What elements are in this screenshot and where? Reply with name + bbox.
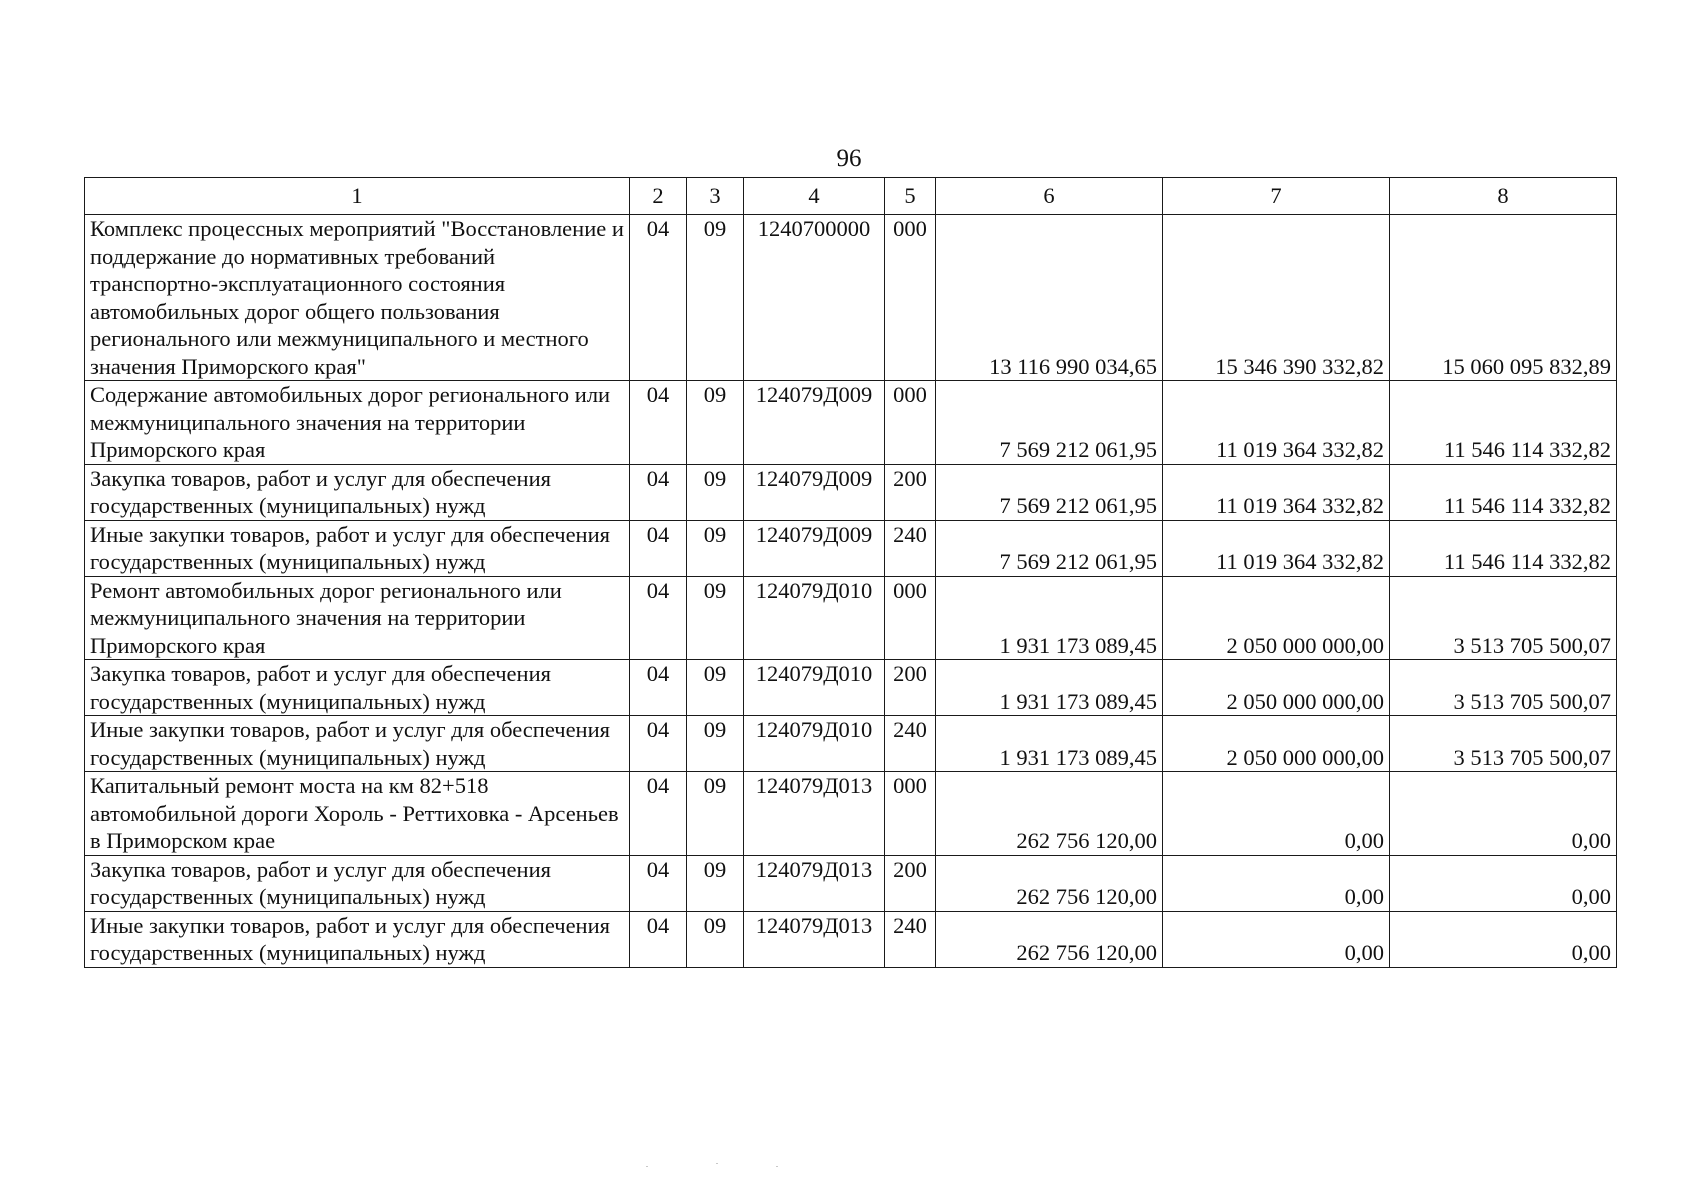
target-article-code: 124079Д010 — [744, 716, 885, 772]
section-code: 04 — [630, 660, 687, 716]
item-name: Комплекс процессных мероприятий "Восстановление и поддержание до нормативных требований транспортно-эксплуатационного состояния автомобильных дорог общего пользования регионального или межмуниципального и местного значения Приморского края" — [85, 215, 630, 381]
subsection-code: 09 — [687, 911, 744, 967]
column-header: 6 — [936, 178, 1163, 215]
amount-column-8: 11 546 114 332,82 — [1390, 464, 1617, 520]
subsection-code: 09 — [687, 215, 744, 381]
item-name: Капитальный ремонт моста на км 82+518 автомобильной дороги Хороль - Реттиховка - Арсеньев в Приморском крае — [85, 772, 630, 856]
scan-speck — [776, 1166, 778, 1167]
item-name: Ремонт автомобильных дорог регионального или межмуниципального значения на территории Приморского края — [85, 576, 630, 660]
amount-column-8: 11 546 114 332,82 — [1390, 520, 1617, 576]
table-row — [85, 911, 1617, 967]
section-code: 04 — [630, 772, 687, 856]
amount-column-6: 13 116 990 034,65 — [936, 215, 1163, 381]
budget-table — [84, 177, 1617, 968]
target-article-code: 1240700000 — [744, 215, 885, 381]
item-name: Содержание автомобильных дорог регионального или межмуниципального значения на территории Приморского края — [85, 381, 630, 465]
subsection-code: 09 — [687, 855, 744, 911]
amount-column-6: 1 931 173 089,45 — [936, 660, 1163, 716]
section-code: 04 — [630, 215, 687, 381]
subsection-code: 09 — [687, 464, 744, 520]
column-header: 4 — [744, 178, 885, 215]
column-header: 7 — [1163, 178, 1390, 215]
expense-type-code: 000 — [885, 215, 936, 381]
column-number-row — [85, 178, 1617, 215]
item-name: Закупка товаров, работ и услуг для обеспечения государственных (муниципальных) нужд — [85, 464, 630, 520]
subsection-code: 09 — [687, 772, 744, 856]
expense-type-code: 200 — [885, 855, 936, 911]
column-header: 5 — [885, 178, 936, 215]
table-row — [85, 660, 1617, 716]
amount-column-6: 262 756 120,00 — [936, 855, 1163, 911]
target-article-code: 124079Д013 — [744, 772, 885, 856]
amount-column-8: 15 060 095 832,89 — [1390, 215, 1617, 381]
amount-column-6: 262 756 120,00 — [936, 772, 1163, 856]
table-row — [85, 576, 1617, 660]
item-name: Закупка товаров, работ и услуг для обеспечения государственных (муниципальных) нужд — [85, 855, 630, 911]
section-code: 04 — [630, 716, 687, 772]
item-name: Иные закупки товаров, работ и услуг для обеспечения государственных (муниципальных) нужд — [85, 911, 630, 967]
amount-column-8: 3 513 705 500,07 — [1390, 576, 1617, 660]
amount-column-7: 2 050 000 000,00 — [1163, 576, 1390, 660]
amount-column-7: 0,00 — [1163, 855, 1390, 911]
table-row — [85, 772, 1617, 856]
table-row — [85, 520, 1617, 576]
section-code: 04 — [630, 381, 687, 465]
table-row — [85, 215, 1617, 381]
expense-type-code: 000 — [885, 576, 936, 660]
section-code: 04 — [630, 855, 687, 911]
target-article-code: 124079Д010 — [744, 660, 885, 716]
expense-type-code: 200 — [885, 464, 936, 520]
table-row — [85, 716, 1617, 772]
amount-column-7: 0,00 — [1163, 911, 1390, 967]
section-code: 04 — [630, 576, 687, 660]
amount-column-6: 7 569 212 061,95 — [936, 464, 1163, 520]
amount-column-7: 11 019 364 332,82 — [1163, 464, 1390, 520]
column-header: 2 — [630, 178, 687, 215]
target-article-code: 124079Д009 — [744, 520, 885, 576]
amount-column-8: 0,00 — [1390, 855, 1617, 911]
section-code: 04 — [630, 520, 687, 576]
subsection-code: 09 — [687, 716, 744, 772]
column-header: 8 — [1390, 178, 1617, 215]
amount-column-6: 262 756 120,00 — [936, 911, 1163, 967]
expense-type-code: 240 — [885, 520, 936, 576]
subsection-code: 09 — [687, 381, 744, 465]
target-article-code: 124079Д009 — [744, 464, 885, 520]
amount-column-6: 7 569 212 061,95 — [936, 381, 1163, 465]
amount-column-6: 7 569 212 061,95 — [936, 520, 1163, 576]
amount-column-8: 3 513 705 500,07 — [1390, 716, 1617, 772]
subsection-code: 09 — [687, 520, 744, 576]
target-article-code: 124079Д013 — [744, 911, 885, 967]
amount-column-7: 2 050 000 000,00 — [1163, 660, 1390, 716]
page-number: 96 — [836, 145, 862, 172]
amount-column-8: 3 513 705 500,07 — [1390, 660, 1617, 716]
column-header: 3 — [687, 178, 744, 215]
expense-type-code: 240 — [885, 911, 936, 967]
amount-column-7: 0,00 — [1163, 772, 1390, 856]
target-article-code: 124079Д010 — [744, 576, 885, 660]
target-article-code: 124079Д013 — [744, 855, 885, 911]
amount-column-7: 2 050 000 000,00 — [1163, 716, 1390, 772]
column-header: 1 — [85, 178, 630, 215]
expense-type-code: 200 — [885, 660, 936, 716]
amount-column-7: 11 019 364 332,82 — [1163, 520, 1390, 576]
expense-type-code: 000 — [885, 772, 936, 856]
expense-type-code: 240 — [885, 716, 936, 772]
item-name: Закупка товаров, работ и услуг для обеспечения государственных (муниципальных) нужд — [85, 660, 630, 716]
table-row — [85, 381, 1617, 465]
expense-type-code: 000 — [885, 381, 936, 465]
item-name: Иные закупки товаров, работ и услуг для обеспечения государственных (муниципальных) нужд — [85, 716, 630, 772]
table-row — [85, 855, 1617, 911]
amount-column-8: 0,00 — [1390, 911, 1617, 967]
section-code: 04 — [630, 464, 687, 520]
amount-column-6: 1 931 173 089,45 — [936, 716, 1163, 772]
item-name: Иные закупки товаров, работ и услуг для обеспечения государственных (муниципальных) нужд — [85, 520, 630, 576]
section-code: 04 — [630, 911, 687, 967]
subsection-code: 09 — [687, 660, 744, 716]
amount-column-6: 1 931 173 089,45 — [936, 576, 1163, 660]
amount-column-7: 15 346 390 332,82 — [1163, 215, 1390, 381]
scan-speck — [646, 1166, 648, 1167]
subsection-code: 09 — [687, 576, 744, 660]
amount-column-8: 11 546 114 332,82 — [1390, 381, 1617, 465]
amount-column-7: 11 019 364 332,82 — [1163, 381, 1390, 465]
table-row — [85, 464, 1617, 520]
amount-column-8: 0,00 — [1390, 772, 1617, 856]
scan-speck — [716, 1163, 718, 1164]
target-article-code: 124079Д009 — [744, 381, 885, 465]
